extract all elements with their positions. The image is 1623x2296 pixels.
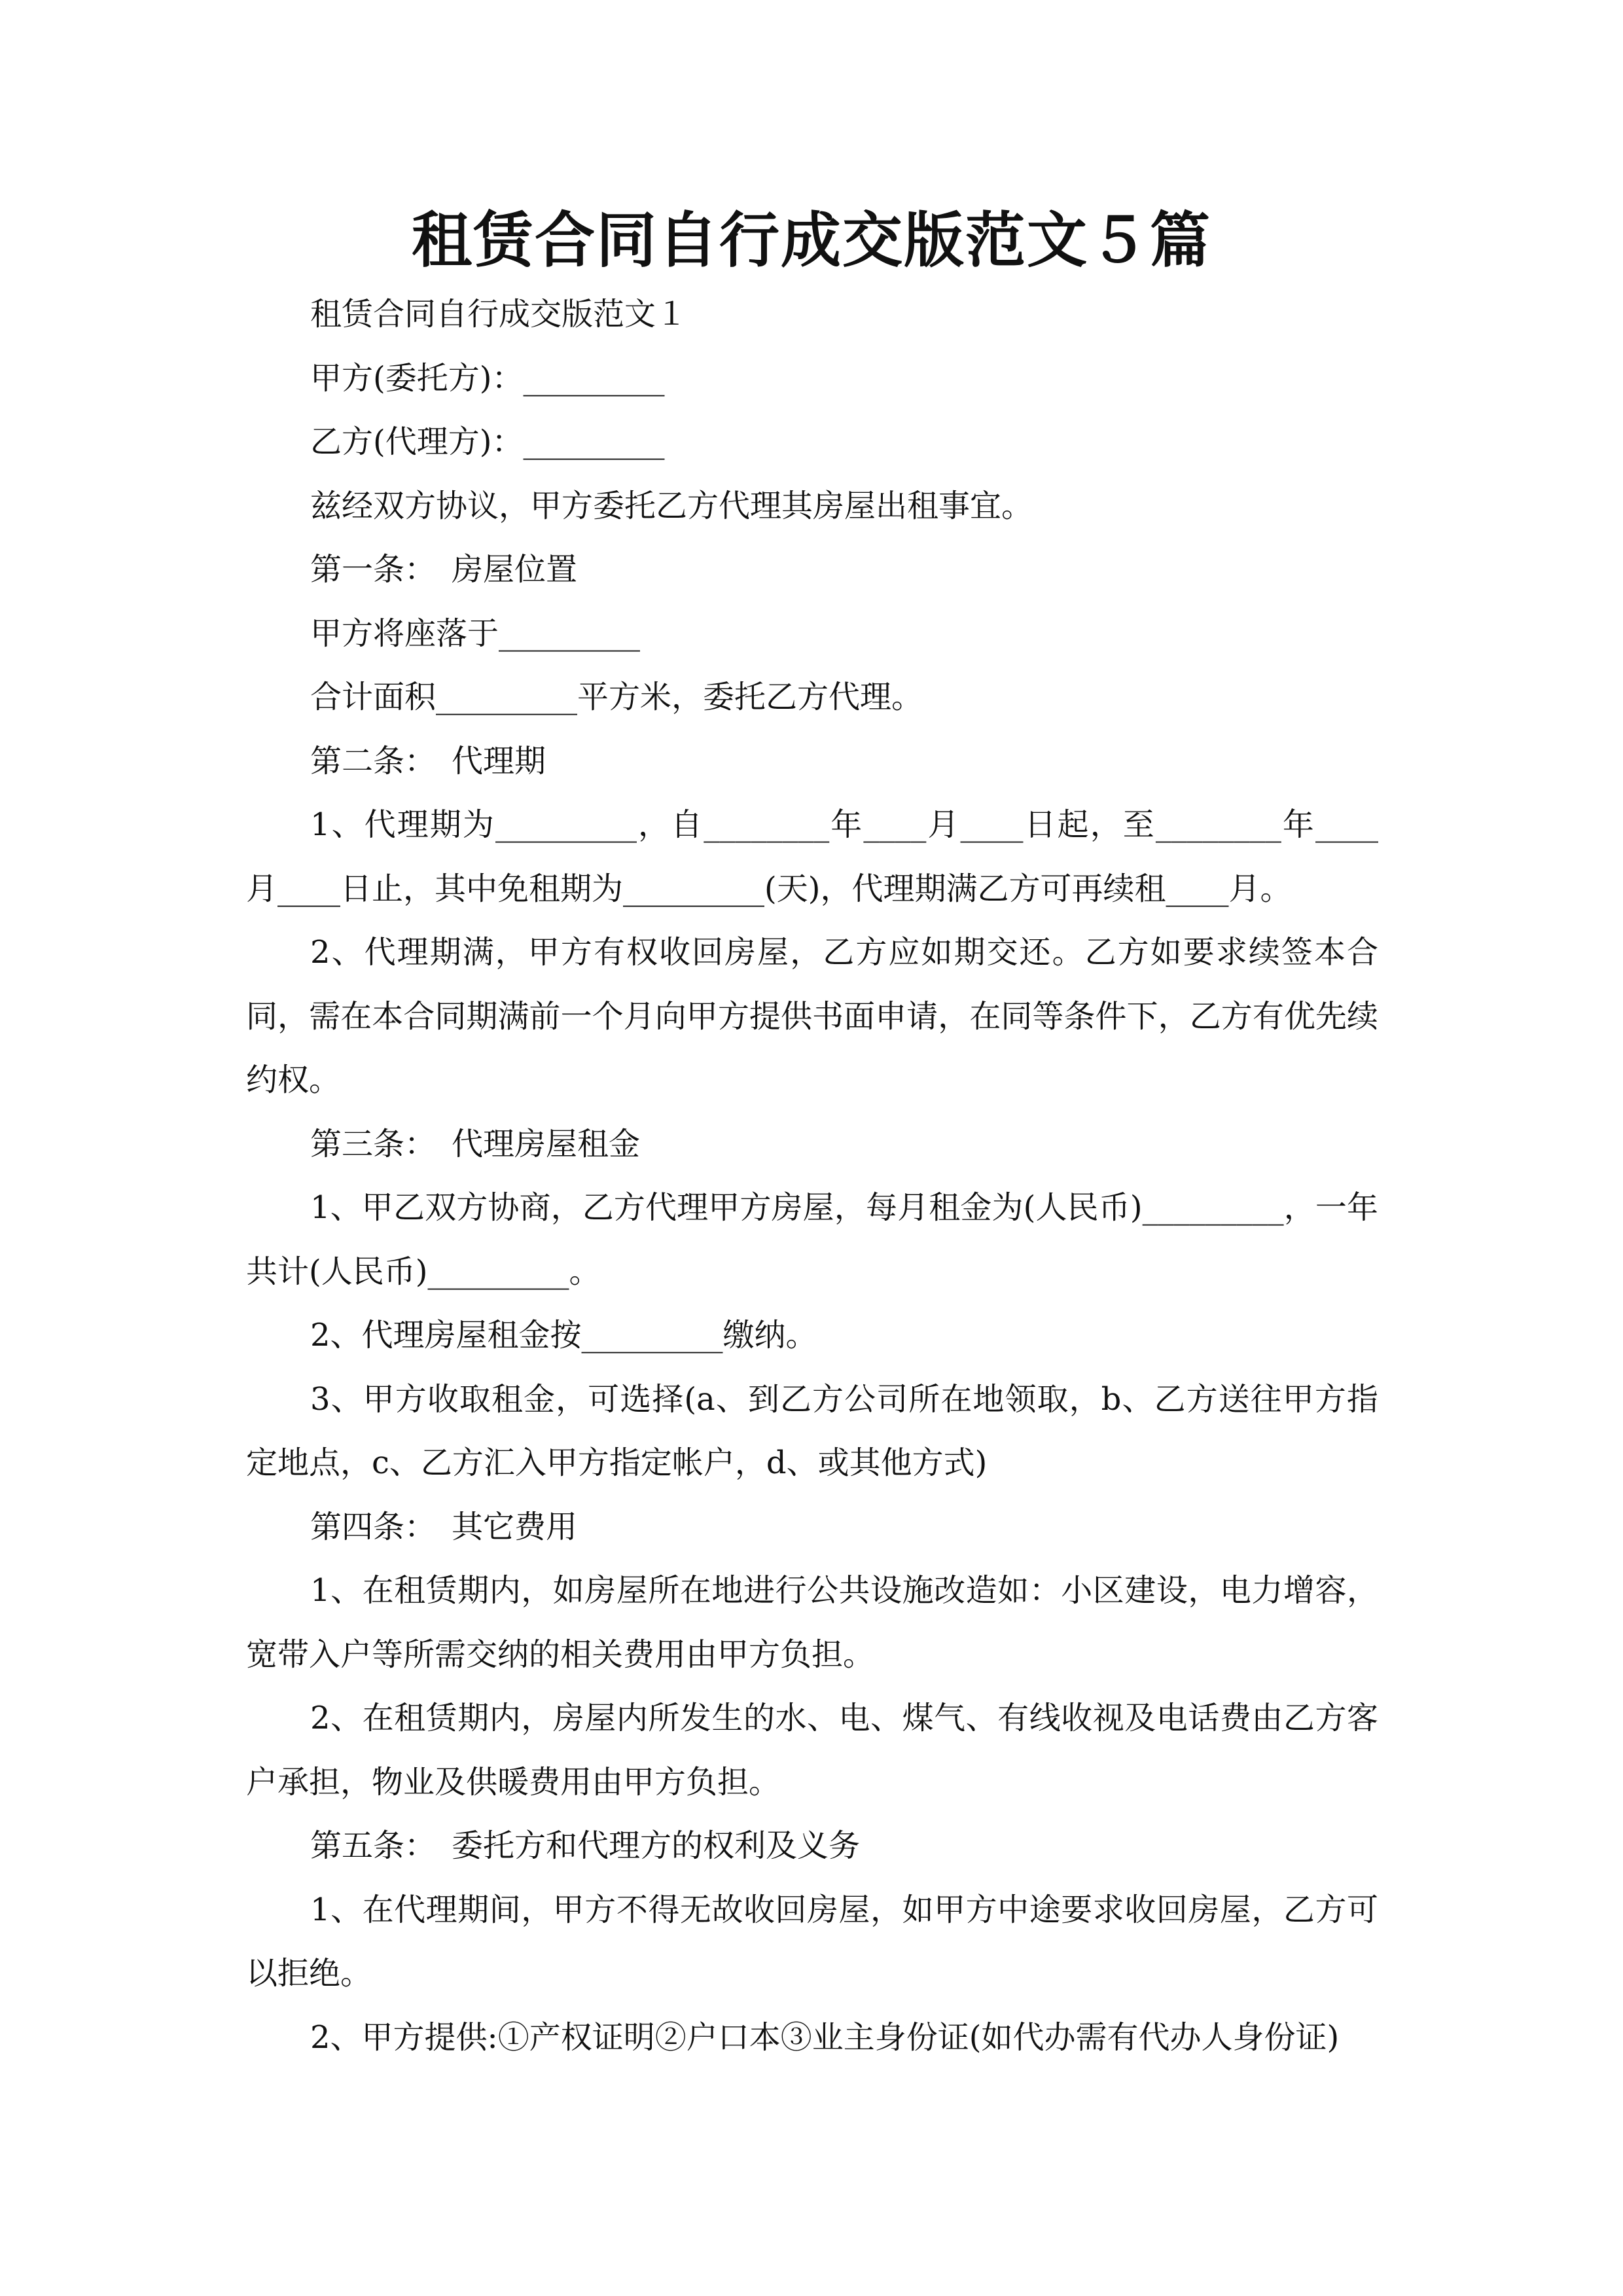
section-heading-5: 第五条： 委托方和代理方的权利及义务 [310, 1827, 861, 1864]
paragraph-subtitle: 租赁合同自行成交版范文１ [310, 296, 688, 332]
paragraph-rent-3: 3、甲方收取租金，可选择(a、到乙方公司所在地领取，b、乙方送往甲方指定地点，c、乙方汇入甲方指定帐户，d、或其他方式) [246, 1380, 1378, 1481]
section-heading-1: 第一条： 房屋位置 [310, 551, 578, 588]
section-heading-4: 第四条： 其它费用 [310, 1508, 578, 1545]
paragraph-rent-2: 2、代理房屋租金按_________缴纳。 [310, 1317, 817, 1354]
paragraph-term-1: 1、代理期为_________，自________年____月____日起，至________年____月____日止，其中免租期为_________(天)，代理期满乙方可再续租____月。 [246, 806, 1378, 907]
paragraph-term-2: 2、代理期满，甲方有权收回房屋，乙方应如期交还。乙方如要求续签本合同，需在本合同期满前一个月向甲方提供书面申请，在同等条件下，乙方有优先续约权。 [246, 934, 1378, 1098]
paragraph-preamble: 兹经双方协议，甲方委托乙方代理其房屋出租事宜。 [310, 487, 1033, 524]
paragraph-area: 合计面积_________平方米，委托乙方代理。 [310, 679, 923, 715]
section-heading-2: 第二条： 代理期 [310, 742, 546, 780]
paragraph-fees-2: 2、在租赁期内，房屋内所发生的水、电、煤气、有线收视及电话费由乙方客户承担，物业及供暖费用由甲方负担。 [246, 1700, 1378, 1801]
paragraph-rights-2: 2、甲方提供:①产权证明②户口本③业主身份证(如代办需有代办人身份证) [310, 2018, 1340, 2056]
paragraph-party-a: 甲方(委托方)：_________ [310, 359, 665, 397]
paragraph-fees-1: 1、在租赁期内，如房屋所在地进行公共设施改造如：小区建设，电力增容，宽带入户等所需交纳的相关费用由甲方负担。 [246, 1572, 1378, 1673]
paragraph-location: 甲方将座落于_________ [310, 615, 641, 652]
document-body [246, 283, 1378, 2070]
paragraph-rent-1: 1、甲乙双方协商，乙方代理甲方房屋，每月租金为(人民币)_________，一年共计(人民币)_________。 [246, 1189, 1378, 1290]
section-heading-3: 第三条： 代理房屋租金 [310, 1125, 641, 1162]
paragraph-party-b: 乙方(代理方)：_________ [310, 423, 665, 460]
paragraph-rights-1: 1、在代理期间，甲方不得无故收回房屋，如甲方中途要求收回房屋，乙方可以拒绝。 [246, 1891, 1378, 1992]
document-title: 租赁合同自行成交版范文５篇 [411, 205, 1211, 276]
